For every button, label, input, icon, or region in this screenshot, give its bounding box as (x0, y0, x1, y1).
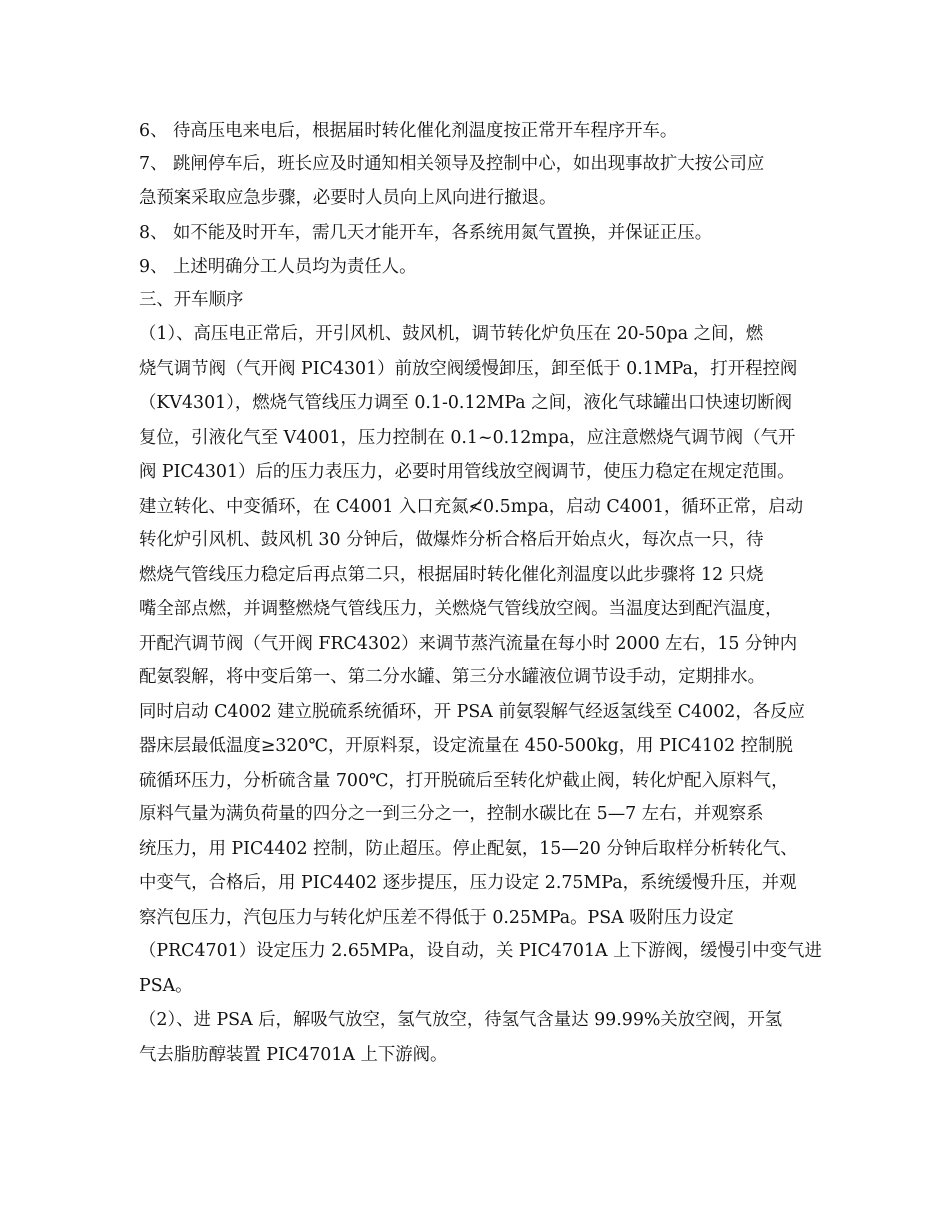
text-line: 燃烧气管线压力稳定后再点第二只，根据届时转化催化剂温度以此步骤将 12 只烧 (139, 565, 764, 585)
text-line: 8、 如不能及时开车，需几天才能开车，各系统用氮气置换，并保证正压。 (139, 223, 713, 243)
text-line: 6、 待高压电来电后，根据届时转化催化剂温度按正常开车程序开车。 (139, 121, 678, 141)
text-line: 嘴全部点燃，并调整燃烧气管线压力，关燃烧气管线放空阀。当温度达到配汽温度， (139, 599, 783, 619)
text-line: 急预案采取应急步骤，必要时人员向上风向进行撤退。 (139, 188, 557, 208)
text-line: 同时启动 C4002 建立脱硫系统循环，开 PSA 前氨裂解气经返氢线至 C4002，各反应 (139, 702, 805, 722)
text-line: （KV4301），燃烧气管线压力调至 0.1-0.12MPa 之间，液化气球罐出口快速切断阀 (139, 393, 793, 413)
text-line: 原料气量为满负荷量的四分之一到三分之一，控制水碳比在 5—7 左右，并观察系 (139, 804, 764, 824)
text-line: 7、 跳闸停车后，班长应及时通知相关领导及控制中心，如出现事故扩大按公司应 (139, 154, 765, 174)
text-line: 复位，引液化气至 V4001，压力控制在 0.1~0.12mpa，应注意燃烧气调节阀（气开 (139, 428, 796, 448)
text-line: 阀 PIC4301）后的压力表压力，必要时用管线放空阀调节，使压力稳定在规定范围。 (139, 462, 795, 482)
text-line: 察汽包压力，汽包压力与转化炉压差不得低于 0.25MPa。PSA 吸附压力设定 (139, 908, 734, 928)
text-line: PSA。 (139, 976, 193, 996)
text-line: （2）、进 PSA 后，解吸气放空，氢气放空，待氢气含量达 99.99%关放空阀，开氢 (139, 1010, 783, 1030)
text-line: 统压力，用 PIC4402 控制，防止超压。停止配氨，15—20 分钟后取样分析转化气、 (139, 839, 798, 859)
text-line: 转化炉引风机、鼓风机 30 分钟后，做爆炸分析合格后开始点火，每次点一只，待 (139, 530, 764, 550)
text-line: 硫循环压力，分析硫含量 700℃，打开脱硫后至转化炉截止阀，转化炉配入原料气， (139, 771, 789, 791)
text-line: 气去脂肪醇装置 PIC4701A 上下游阀。 (139, 1045, 448, 1065)
text-line: （PRC4701）设定压力 2.65MPa，设自动，关 PIC4701A 上下游阀，缓慢引中变气进 (139, 941, 822, 961)
text-line: 器床层最低温度≥320℃，开原料泵，设定流量在 450-500kg，用 PIC4102 控制脱 (139, 736, 793, 756)
text-line: 烧气调节阀（气开阀 PIC4301）前放空阀缓慢卸压，卸至低于 0.1MPa，打开程控阀 (139, 359, 798, 379)
section-heading: 三、开车顺序 (139, 290, 244, 310)
text-line: 9、 上述明确分工人员均为责任人。 (139, 257, 417, 277)
text-line: 配氨裂解，将中变后第一、第二分水罐、第三分水罐液位调节设手动，定期排水。 (139, 667, 766, 687)
text-line: （1）、高压电正常后，开引风机、鼓风机，调节转化炉负压在 20-50pa 之间，燃 (139, 324, 764, 344)
text-line: 开配汽调节阀（气开阀 FRC4302）来调节蒸汽流量在每小时 2000 左右，15 分钟内 (139, 634, 798, 654)
text-line: 中变气，合格后，用 PIC4402 逐步提压，压力设定 2.75MPa，系统缓慢升压，并观 (139, 873, 797, 893)
text-line: 建立转化、中变循环，在 C4001 入口充氮≮0.5mpa，启动 C4001，循环正常，启动 (139, 497, 804, 517)
